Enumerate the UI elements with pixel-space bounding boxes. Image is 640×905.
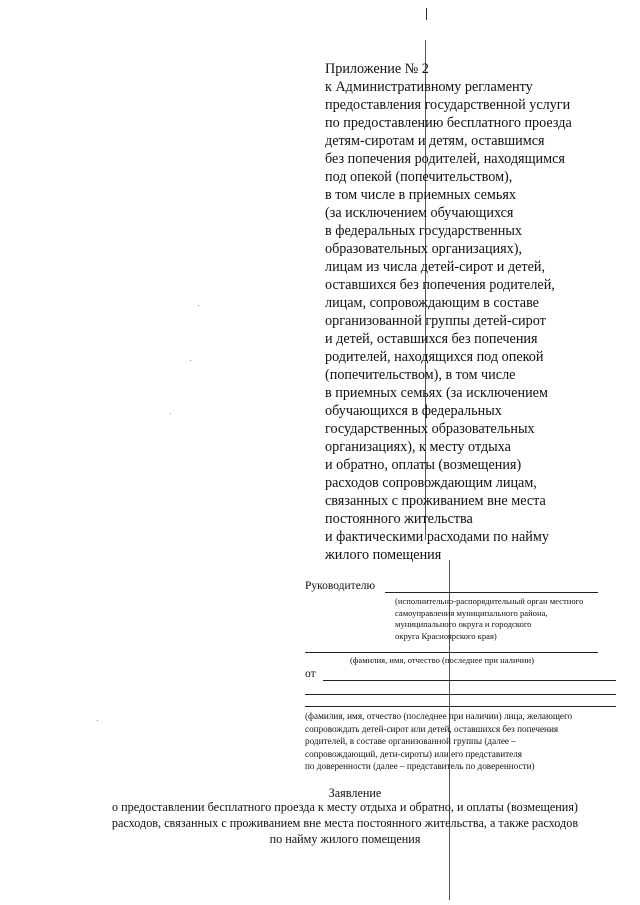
appendix-line: (попечительством), в том числе xyxy=(325,367,516,383)
appendix-line: и обратно, оплаты (возмещения) xyxy=(325,457,522,473)
applicant-hint xyxy=(305,710,572,773)
head-label: Руководителю xyxy=(305,580,376,592)
scan-dot xyxy=(190,360,191,361)
appendix-line: (за исключением обучающихся xyxy=(325,205,514,221)
head-fullname-field[interactable] xyxy=(305,652,598,653)
organ-hint-line: самоуправления муниципального района, xyxy=(395,607,548,618)
applicant-hint-line: по доверенности (далее – представитель по доверенности) xyxy=(305,761,535,772)
appendix-line: государственных образовательных xyxy=(325,421,535,437)
applicant-field-1[interactable] xyxy=(323,680,616,681)
scan-dot xyxy=(198,305,199,306)
appendix-line: и детей, оставшихся без попечения xyxy=(325,331,538,347)
appendix-line: обучающихся в федеральных xyxy=(325,403,502,419)
appendix-line: предоставления государственной услуги xyxy=(325,97,571,113)
organ-hint-line: округа Красноярского края) xyxy=(395,630,497,641)
appendix-line: детям-сиротам и детям, оставшимся xyxy=(325,133,545,149)
appendix-line: родителей, находящихся под опекой xyxy=(325,349,544,365)
appendix-line: оставшихся без попечения родителей, xyxy=(325,277,555,293)
application-subject-line: по найму жилого помещения xyxy=(269,831,421,846)
appendix-line: жилого помещения xyxy=(325,547,442,563)
appendix-line: лицам, сопровождающим в составе xyxy=(325,295,539,311)
appendix-line: в приемных семьях (за исключением xyxy=(325,385,548,401)
applicant-hint-line: сопровождать детей-сирот или детей, оставшихся без попечения xyxy=(305,723,559,734)
appendix-line: образовательных организациях), xyxy=(325,241,523,257)
applicant-field-3[interactable] xyxy=(305,706,616,707)
applicant-hint-line: сопровождающий, дети-сироты) или его представителя xyxy=(305,748,523,759)
from-label: от xyxy=(305,668,316,680)
appendix-line: в федеральных государственных xyxy=(325,223,522,239)
appendix-header xyxy=(325,60,625,564)
appendix-line: расходов сопровождающим лицам, xyxy=(325,475,537,491)
appendix-line: лицам из числа детей-сирот и детей, xyxy=(325,259,546,275)
appendix-line: организациях), к месту отдыха xyxy=(325,439,511,455)
organ-hint-line: (исполнительно-распорядительный орган местного xyxy=(395,596,584,606)
appendix-line: связанных с проживанием вне места xyxy=(325,493,546,509)
organ-hint xyxy=(395,596,583,642)
application-title: Заявление xyxy=(328,786,382,800)
appendix-line: без попечения родителей, находящимся xyxy=(325,151,565,167)
appendix-line: Приложение № 2 xyxy=(325,61,429,77)
applicant-field-2[interactable] xyxy=(305,694,616,695)
head-name-field[interactable] xyxy=(385,592,598,593)
applicant-hint-line: родителей, в составе организованной группы (далее – xyxy=(305,736,516,747)
appendix-line: организованной группы детей-сирот xyxy=(325,313,546,329)
organ-hint-line: муниципального округа и городского xyxy=(395,619,532,630)
applicant-hint-line: (фамилия, имя, отчество (последнее при наличии) лица, желающего xyxy=(305,711,573,721)
appendix-line: в том числе в приемных семьях xyxy=(325,187,516,203)
scan-dot xyxy=(97,720,98,721)
scan-dot xyxy=(170,413,171,414)
name-hint: (фамилия, имя, отчество (последнее при наличии) xyxy=(350,655,534,665)
application-subject xyxy=(80,800,610,847)
scan-fold-line xyxy=(426,8,427,20)
appendix-line: к Административному регламенту xyxy=(325,79,533,95)
application-subject-line: о предоставлении бесплатного проезда к месту отдыха и обратно, и оплаты (возмещения) xyxy=(112,800,578,814)
appendix-line: и фактическими расходами по найму xyxy=(325,529,549,545)
application-subject-line: расходов, связанных с проживанием вне места постоянного жительства, а также расходов xyxy=(111,815,579,830)
appendix-line: постоянного жительства xyxy=(325,511,473,527)
appendix-line: под опекой (попечительством), xyxy=(325,169,513,185)
appendix-line: по предоставлению бесплатного проезда xyxy=(325,115,572,131)
